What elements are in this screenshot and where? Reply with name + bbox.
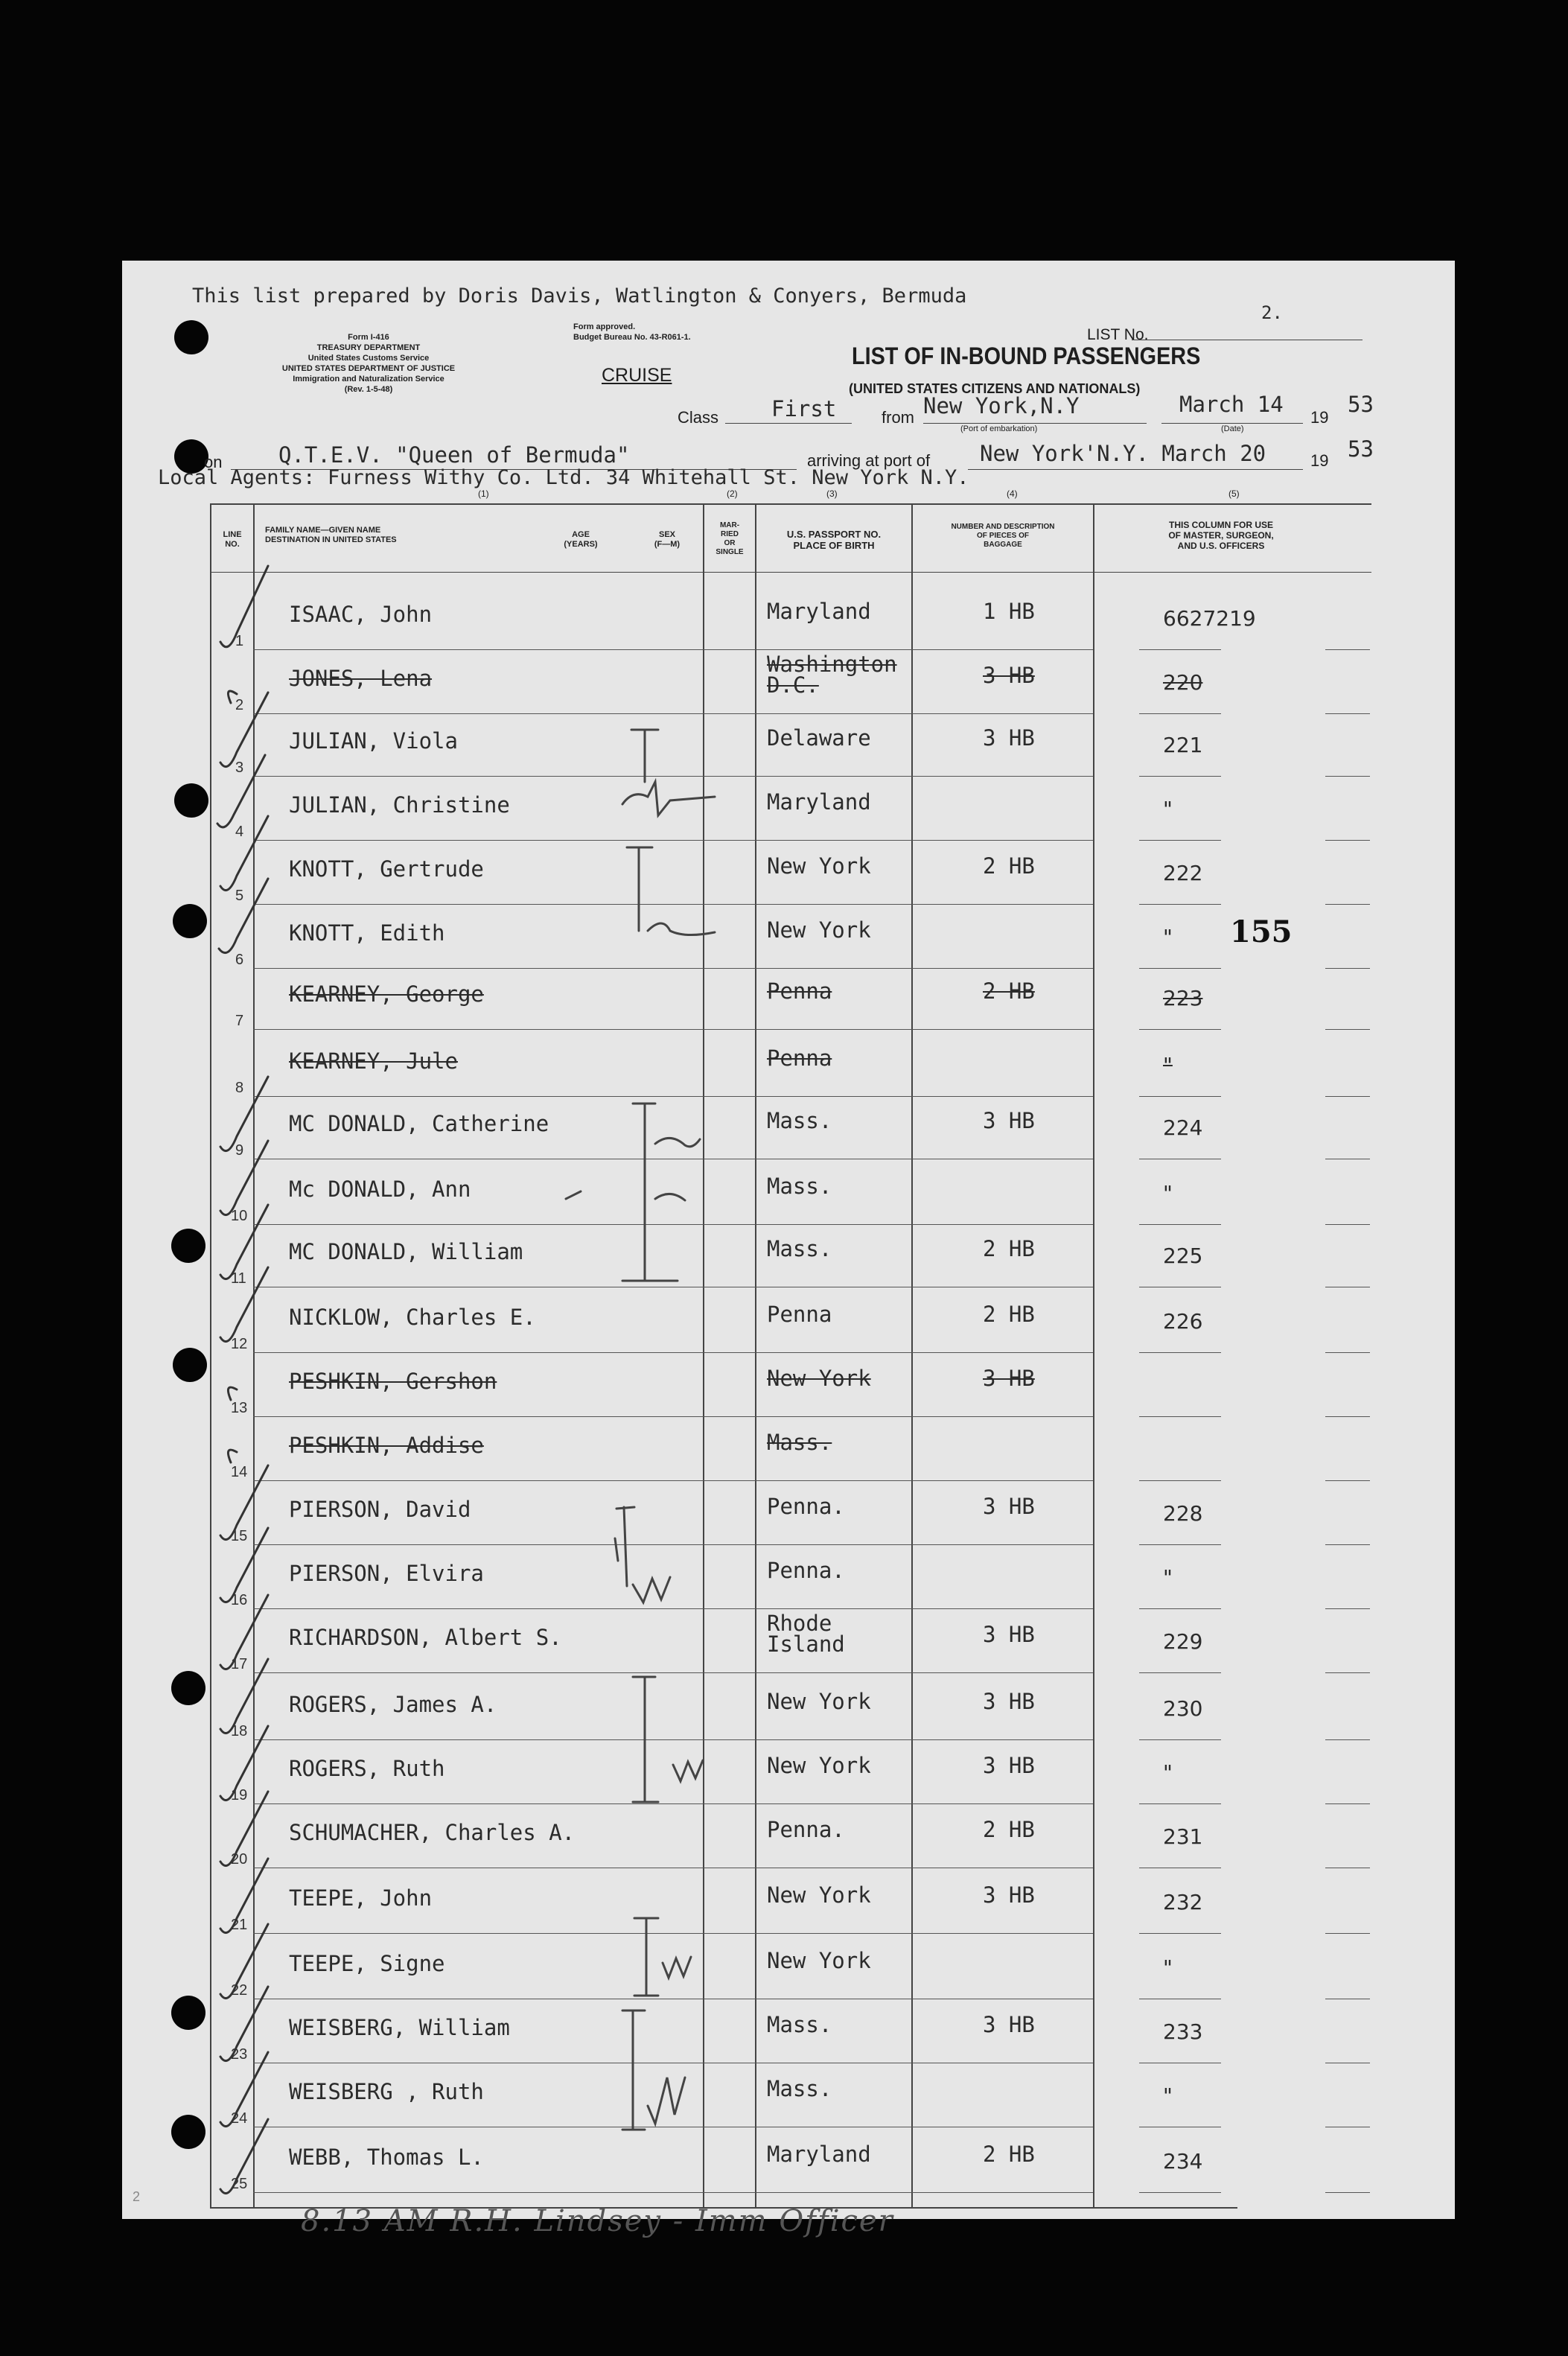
officer-entry: 224 bbox=[1163, 1115, 1203, 1140]
passenger-name: JULIAN, Christine bbox=[289, 792, 510, 818]
passenger-name: KEARNEY, Jule bbox=[289, 1048, 458, 1074]
line-number: 4 bbox=[235, 824, 244, 840]
punch-hole bbox=[171, 1671, 205, 1705]
passenger-name: ROGERS, Ruth bbox=[289, 1756, 445, 1781]
passenger-name: Mc DONALD, Ann bbox=[289, 1177, 471, 1202]
birth-place: Washington D.C. bbox=[767, 652, 897, 698]
col-header-line: LINE NO. bbox=[223, 530, 242, 549]
officer-entry: " bbox=[1163, 2083, 1173, 2108]
col-header-passport: U.S. PASSPORT NO. PLACE OF BIRTH bbox=[786, 529, 882, 551]
officer-entry: 6627219 bbox=[1163, 606, 1256, 631]
line-number: 17 bbox=[231, 1656, 248, 1672]
birth-place: Penna. bbox=[767, 1558, 845, 1583]
arriving-label: arriving at port of bbox=[807, 451, 931, 470]
page-number: 2. bbox=[1261, 302, 1283, 323]
punch-hole bbox=[174, 320, 208, 354]
line-number: 21 bbox=[231, 1917, 248, 1933]
line-number: 14 bbox=[231, 1464, 248, 1480]
officer-entry: 226 bbox=[1163, 1309, 1203, 1334]
line-number: 19 bbox=[231, 1787, 248, 1803]
col-header-sex: SEX (F—M) bbox=[654, 530, 681, 549]
officer-signature: 8.13 AM R.H. Lindsey - Imm Officer bbox=[301, 2204, 894, 2238]
baggage: 3 HB bbox=[983, 1108, 1035, 1133]
col-header-married: MAR- RIED OR SINGLE bbox=[716, 521, 744, 556]
punch-hole bbox=[171, 2115, 205, 2149]
officer-entry: 230 bbox=[1163, 1696, 1203, 1721]
year-prefix: 19 bbox=[1310, 408, 1329, 427]
prepared-by: This list prepared by Doris Davis, Watlington & Conyers, Bermuda bbox=[192, 284, 967, 308]
baggage: 2 HB bbox=[983, 1817, 1035, 1842]
passenger-name: WEBB, Thomas L. bbox=[289, 2145, 484, 2170]
punch-hole bbox=[171, 1996, 205, 2030]
birth-place: Delaware bbox=[767, 725, 871, 751]
line-number: 16 bbox=[231, 1592, 248, 1608]
col-header-name: FAMILY NAME—GIVEN NAME DESTINATION IN UNITED STATES bbox=[265, 526, 397, 544]
officer-entry: 221 bbox=[1163, 733, 1203, 757]
officer-entry: 223 bbox=[1163, 986, 1203, 1010]
col-header-officers: THIS COLUMN FOR USE OF MASTER, SURGEON, AND U.S. OFFICERS bbox=[1168, 520, 1274, 551]
passenger-name: KNOTT, Gertrude bbox=[289, 856, 484, 882]
birth-place: Mass. bbox=[767, 1174, 832, 1199]
birth-place: Penna. bbox=[767, 1817, 845, 1842]
passenger-name: PESHKIN, Gershon bbox=[289, 1369, 497, 1394]
cruise-label: CRUISE bbox=[602, 365, 672, 386]
baggage: 3 HB bbox=[983, 1753, 1035, 1778]
officer-entry: " bbox=[1163, 1565, 1173, 1590]
baggage: 3 HB bbox=[983, 2012, 1035, 2037]
line-number: 22 bbox=[231, 1982, 248, 1999]
line-number: 3 bbox=[235, 760, 244, 776]
officer-entry: 222 bbox=[1163, 861, 1203, 885]
from-label: from bbox=[882, 408, 914, 427]
officer-entry: " bbox=[1163, 1053, 1173, 1077]
birth-place: New York bbox=[767, 1882, 871, 1908]
officer-entry: 225 bbox=[1163, 1244, 1203, 1268]
birth-place: Maryland bbox=[767, 2142, 871, 2167]
passenger-name: MC DONALD, Catherine bbox=[289, 1111, 549, 1136]
baggage: 2 HB bbox=[983, 2142, 1035, 2167]
line-number: 23 bbox=[231, 2046, 248, 2063]
officer-entry: 233 bbox=[1163, 2019, 1203, 2044]
baggage: 1 HB bbox=[983, 599, 1035, 624]
officer-entry: " bbox=[1163, 797, 1173, 821]
vessel-name: Q.T.E.V. "Queen of Bermuda" bbox=[278, 442, 630, 468]
officer-entry: " bbox=[1163, 1760, 1173, 1785]
passenger-name: PIERSON, David bbox=[289, 1497, 471, 1522]
line-number: 12 bbox=[231, 1336, 248, 1352]
passenger-name: RICHARDSON, Albert S. bbox=[289, 1625, 562, 1650]
birth-place: Maryland bbox=[767, 789, 871, 815]
departure-date: March 14 bbox=[1179, 392, 1284, 417]
passenger-name: JONES, Lena bbox=[289, 666, 433, 691]
agents-value: Furness Withy Co. Ltd. 34 Whitehall St. New York N.Y. bbox=[328, 466, 969, 489]
line-number: 10 bbox=[231, 1208, 248, 1224]
officer-entry: 228 bbox=[1163, 1501, 1203, 1526]
birth-place: Penna bbox=[767, 978, 832, 1004]
officer-entry: 231 bbox=[1163, 1824, 1203, 1849]
birth-place: Mass. bbox=[767, 1108, 832, 1133]
form-subtitle: (UNITED STATES CITIZENS AND NATIONALS) bbox=[849, 381, 1141, 396]
baggage: 3 HB bbox=[983, 1689, 1035, 1714]
form-identifier: Form I-416 TREASURY DEPARTMENT United States Customs Service UNITED STATES DEPARTMENT OF JUSTICE Immigration and Naturalization Service (Rev. 1-5-48) bbox=[281, 333, 456, 394]
birth-place: Mass. bbox=[767, 1430, 832, 1455]
passenger-name: SCHUMACHER, Charles A. bbox=[289, 1820, 576, 1845]
officer-entry: " bbox=[1163, 1181, 1173, 1206]
class-value: First bbox=[771, 396, 837, 421]
baggage: 3 HB bbox=[983, 1494, 1035, 1519]
punch-hole bbox=[171, 1229, 205, 1263]
officer-entry: 229 bbox=[1163, 1629, 1203, 1654]
line-number: 6 bbox=[235, 952, 244, 968]
officer-entry: " bbox=[1163, 1955, 1173, 1980]
baggage: 3 HB bbox=[983, 1882, 1035, 1908]
birth-place: Mass. bbox=[767, 2012, 832, 2037]
baggage: 2 HB bbox=[983, 853, 1035, 879]
passenger-name: WEISBERG, William bbox=[289, 2015, 510, 2040]
passenger-name: TEEPE, Signe bbox=[289, 1951, 445, 1976]
baggage: 2 HB bbox=[983, 978, 1035, 1004]
line-number: 7 bbox=[235, 1013, 244, 1029]
passenger-name: KEARNEY, George bbox=[289, 981, 484, 1007]
baggage: 2 HB bbox=[983, 1302, 1035, 1327]
line-number: 9 bbox=[235, 1142, 244, 1159]
birth-place: New York bbox=[767, 1366, 871, 1391]
birth-place: Mass. bbox=[767, 2076, 832, 2101]
officer-entry: 234 bbox=[1163, 2149, 1203, 2174]
baggage: 3 HB bbox=[983, 1366, 1035, 1391]
passenger-name: ISAAC, John bbox=[289, 602, 433, 627]
passenger-name: NICKLOW, Charles E. bbox=[289, 1305, 536, 1330]
baggage: 3 HB bbox=[983, 1622, 1035, 1647]
line-number: 13 bbox=[231, 1400, 248, 1416]
departure-year: 53 bbox=[1348, 392, 1374, 417]
line-number: 25 bbox=[231, 2176, 248, 2192]
year-prefix: 19 bbox=[1310, 451, 1329, 470]
punch-hole bbox=[174, 783, 208, 818]
passenger-name: ROGERS, James A. bbox=[289, 1692, 497, 1717]
passenger-name: KNOTT, Edith bbox=[289, 920, 445, 946]
birth-place: Penna. bbox=[767, 1494, 845, 1519]
birth-place: Mass. bbox=[767, 1236, 832, 1261]
passenger-name: MC DONALD, William bbox=[289, 1239, 523, 1264]
form-approved: Form approved. Budget Bureau No. 43-R061-1. bbox=[573, 322, 691, 342]
passenger-name: JULIAN, Viola bbox=[289, 728, 458, 754]
birth-place: New York bbox=[767, 917, 871, 943]
line-number: 2 bbox=[235, 697, 244, 713]
officer-entry: 232 bbox=[1163, 1890, 1203, 1914]
list-no-label: LIST No. bbox=[1087, 326, 1149, 343]
passenger-name: TEEPE, John bbox=[289, 1885, 433, 1911]
on-label: on bbox=[204, 453, 223, 471]
arrival-port-date: New York'N.Y. March 20 bbox=[980, 441, 1266, 466]
passenger-name: PIERSON, Elvira bbox=[289, 1561, 484, 1586]
col-header-baggage: NUMBER AND DESCRIPTION OF PIECES OF BAGGAGE bbox=[951, 523, 1055, 549]
passenger-name: WEISBERG , Ruth bbox=[289, 2079, 484, 2104]
birth-place: New York bbox=[767, 853, 871, 879]
passenger-name: PESHKIN, Addise bbox=[289, 1433, 484, 1458]
birth-place: Rhode Island bbox=[767, 1611, 845, 1657]
line-number: 15 bbox=[231, 1528, 248, 1544]
baggage: 2 HB bbox=[983, 1236, 1035, 1261]
line-number: 24 bbox=[231, 2110, 248, 2127]
officer-entry: 220 bbox=[1163, 670, 1203, 695]
birth-place: Penna bbox=[767, 1302, 832, 1327]
birth-place: New York bbox=[767, 1689, 871, 1714]
corner-mark: 2 bbox=[133, 2189, 141, 2204]
form-title: LIST OF IN-BOUND PASSENGERS bbox=[852, 343, 1201, 369]
agents-label: Local Agents: bbox=[158, 466, 316, 489]
line-number: 18 bbox=[231, 1723, 248, 1739]
arrival-year: 53 bbox=[1348, 436, 1374, 462]
punch-hole bbox=[173, 1348, 207, 1382]
line-number: 20 bbox=[231, 1851, 248, 1868]
punch-hole bbox=[173, 904, 207, 938]
line-number: 1 bbox=[235, 633, 244, 649]
table-left-border bbox=[210, 503, 211, 2209]
baggage: 3 HB bbox=[983, 663, 1035, 688]
birth-place: Penna bbox=[767, 1045, 832, 1071]
line-number: 8 bbox=[235, 1080, 244, 1096]
line-number: 5 bbox=[235, 888, 244, 904]
from-port: New York,N.Y bbox=[923, 393, 1080, 418]
col-header-age: AGE (YEARS) bbox=[564, 530, 598, 549]
birth-place: New York bbox=[767, 1753, 871, 1778]
officer-entry: " bbox=[1163, 925, 1173, 949]
margin-stamp: 155 bbox=[1230, 914, 1293, 949]
date-caption: (Date) bbox=[1221, 424, 1244, 433]
class-label: Class bbox=[678, 408, 719, 427]
port-caption: (Port of embarkation) bbox=[960, 424, 1038, 433]
line-number: 11 bbox=[231, 1270, 246, 1287]
birth-place: New York bbox=[767, 1948, 871, 1973]
baggage: 3 HB bbox=[983, 725, 1035, 751]
birth-place: Maryland bbox=[767, 599, 871, 624]
